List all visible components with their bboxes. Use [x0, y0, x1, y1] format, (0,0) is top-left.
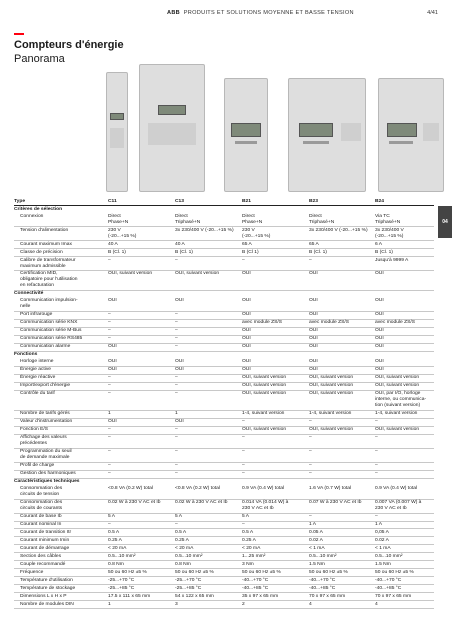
table-cell: 0.5...10 mm²	[309, 553, 375, 561]
table-cell: –	[108, 256, 175, 270]
table-cell: 4	[309, 601, 375, 609]
table-cell: < 1 mA	[309, 545, 375, 553]
table-cell: –	[175, 390, 242, 410]
row-label: Import/export d'énergie	[14, 382, 108, 390]
section-heading: Critères de sélection	[14, 206, 63, 212]
table-cell: <0.8 VA (0.2 W) total	[175, 486, 242, 499]
table-cell: 1 A	[375, 521, 434, 529]
table-cell: 50 ou 60 Hz ±5 %	[108, 569, 175, 577]
table-cell: OUI, suivant version	[242, 390, 309, 410]
table-cell: 1	[175, 410, 242, 418]
row-label: Nombre de modules DIN	[14, 601, 108, 609]
table-row	[14, 593, 434, 601]
table-cell: OUI	[375, 270, 434, 290]
table-cell: OUI, suivant version	[242, 382, 309, 390]
table-cell: -40...+70 °C	[375, 577, 434, 585]
table-row	[14, 545, 434, 553]
table-cell: –	[375, 448, 434, 462]
table-cell: -40...+85 °C	[375, 585, 434, 593]
table-cell: 65 A	[309, 240, 375, 248]
table-cell: –	[309, 256, 375, 270]
table-cell: -40...+85 °C	[242, 585, 309, 593]
table-cell: 50 ou 60 Hz ±5 %	[242, 569, 309, 577]
table-cell: 0.5...10 mm²	[375, 553, 434, 561]
table-cell: 3x 230/400 V (-20...+15 %)	[309, 226, 375, 240]
row-label: Énergie réactive	[14, 374, 108, 382]
table-cell: –	[108, 311, 175, 319]
section-heading-row	[14, 478, 434, 485]
table-cell: –	[108, 448, 175, 462]
table-cell: 1.5 Nm	[375, 561, 434, 569]
table-cell: < 20 mA	[108, 545, 175, 553]
table-cell: 40 A	[108, 240, 175, 248]
table-cell: 6 A	[375, 240, 434, 248]
table-row	[14, 298, 434, 311]
row-label: Communication série RS485	[14, 335, 108, 343]
table-cell: 3x 230/400 V (-20...+15 %)	[175, 226, 242, 240]
table-cell: –	[175, 426, 242, 434]
table-cell: -25...+85 °C	[175, 585, 242, 593]
table-cell: 0.25 A	[108, 537, 175, 545]
column-header: B21	[242, 198, 309, 205]
row-label: Profil de charge	[14, 462, 108, 470]
table-cell: 0.9 VA (0.4 W) total	[375, 486, 434, 499]
row-label: Horloge interne	[14, 359, 108, 366]
table-cell: 230 V (-20...+15 %)	[242, 226, 309, 240]
table-cell: 1...25 mm²	[242, 553, 309, 561]
row-label: Affichage des valeurs précédentes	[14, 434, 108, 448]
table-row	[14, 470, 434, 478]
row-label: Courant de transition Itr	[14, 529, 108, 537]
table-row	[14, 569, 434, 577]
row-label: Courant nominal In	[14, 521, 108, 529]
table-cell: 1 A	[309, 521, 375, 529]
table-cell: 0.5 A	[175, 529, 242, 537]
table-cell: 3	[175, 601, 242, 609]
row-label: Consommation des circuits de tension	[14, 486, 108, 499]
row-label: Dimensions L x H x P	[14, 593, 108, 601]
table-row	[14, 601, 434, 609]
table-cell: OUI, suivant version	[242, 426, 309, 434]
table-cell: -40...+70 °C	[242, 577, 309, 585]
table-cell: –	[242, 470, 309, 478]
table-cell: OUI, suivant version	[375, 426, 434, 434]
table-cell: –	[309, 448, 375, 462]
table-cell: –	[242, 462, 309, 470]
row-label: Communication alarme	[14, 343, 108, 351]
table-cell: –	[108, 521, 175, 529]
table-cell: –	[108, 434, 175, 448]
table-cell: < 20 mA	[175, 545, 242, 553]
table-cell: –	[309, 513, 375, 521]
table-cell: OUI	[375, 327, 434, 335]
table-cell: 0.9 VA (0.4 W) total	[242, 486, 309, 499]
table-cell: 5 A	[242, 513, 309, 521]
table-cell: –	[108, 319, 175, 327]
column-header: B23	[309, 198, 375, 205]
row-label: Fonction E/S	[14, 426, 108, 434]
row-label: Tension d'alimentation	[14, 226, 108, 240]
table-cell: –	[108, 382, 175, 390]
table-cell: –	[175, 311, 242, 319]
table-cell: 0.05 A	[309, 529, 375, 537]
table-cell: 70 x 97 x 65 mm	[375, 593, 434, 601]
table-row	[14, 343, 434, 351]
table-row	[14, 577, 434, 585]
table-cell: OUI	[242, 359, 309, 366]
row-label: Courant maximum Imax	[14, 240, 108, 248]
table-cell: Via TC Triphasé+N	[375, 213, 434, 226]
table-cell: OUI	[375, 298, 434, 311]
table-cell: –	[309, 418, 375, 426]
table-cell: 50 ou 60 Hz ±5 %	[175, 569, 242, 577]
table-cell: 0.5 A	[242, 529, 309, 537]
table-cell: 0.014 VA (0.014 W) à 230 V AC et Ib	[242, 499, 309, 513]
table-cell: 1-4, suivant version	[309, 410, 375, 418]
row-label: Courant de base Ib	[14, 513, 108, 521]
header-text	[167, 10, 354, 16]
table-cell: 0.02 A	[309, 537, 375, 545]
table-row	[14, 359, 434, 366]
table-cell: –	[375, 418, 434, 426]
table-cell: –	[175, 256, 242, 270]
table-cell: OUI	[309, 327, 375, 335]
table-cell: 0.25 A	[242, 537, 309, 545]
table-row	[14, 335, 434, 343]
table-cell: 35 x 97 x 65 mm	[242, 593, 309, 601]
table-cell: OUI	[309, 298, 375, 311]
meter-c13-image	[139, 64, 205, 192]
row-label: Section des câbles	[14, 553, 108, 561]
table-cell: Direct Triphasé+N	[175, 213, 242, 226]
table-cell: OUI, suivant version	[242, 374, 309, 382]
table-cell: OUI	[175, 366, 242, 374]
table-row	[14, 256, 434, 270]
table-cell: OUI	[242, 311, 309, 319]
table-cell: –	[309, 462, 375, 470]
table-row	[14, 521, 434, 529]
column-header: C11	[108, 198, 175, 205]
row-label: Gestion des harmoniques	[14, 470, 108, 478]
table-cell: Jusqu'à 9999 A	[375, 256, 434, 270]
row-label: Certification MID, obligatoire pour l'utilisation en refacturation	[14, 270, 108, 290]
table-header	[14, 198, 434, 205]
table-cell: –	[375, 470, 434, 478]
table-cell: 70 x 97 x 65 mm	[309, 593, 375, 601]
meter-c11-image	[106, 72, 128, 192]
table-cell: –	[375, 434, 434, 448]
row-label: Communication série M-Bus	[14, 327, 108, 335]
table-cell: < 20 mA	[242, 545, 309, 553]
table-cell: –	[242, 256, 309, 270]
table-cell: OUI	[242, 366, 309, 374]
table-row	[14, 499, 434, 513]
column-header: Type	[14, 198, 108, 205]
header-title: PRODUITS ET SOLUTIONS MOYENNE ET BASSE TENSION	[183, 10, 354, 16]
table-cell: OUI, suivant version	[309, 390, 375, 410]
table-cell: 0.02 A	[375, 537, 434, 545]
table-cell: –	[175, 374, 242, 382]
table-cell: 5 A	[108, 513, 175, 521]
table-row	[14, 529, 434, 537]
table-cell: -40...+85 °C	[309, 585, 375, 593]
table-cell: avec module ZS/S	[242, 319, 309, 327]
table-cell: –	[108, 470, 175, 478]
table-cell: avec module ZS/S	[309, 319, 375, 327]
table-cell: -25...+85 °C	[108, 585, 175, 593]
table-cell: OUI	[108, 418, 175, 426]
product-photos	[106, 64, 446, 194]
section-heading: Caractéristiques techniques	[14, 479, 80, 485]
meter-b23-image	[288, 78, 366, 192]
table-cell: 5 A	[175, 513, 242, 521]
table-cell: -25...+70 °C	[108, 577, 175, 585]
section-heading: Connectivité	[14, 291, 44, 297]
table-cell: avec module ZS/S	[375, 319, 434, 327]
page-subtitle: Panorama	[14, 53, 65, 65]
row-label: Fréquence	[14, 569, 108, 577]
table-cell: –	[175, 434, 242, 448]
table-cell: 1-4, suivant version	[375, 410, 434, 418]
table-cell: 1-4, suivant version	[242, 410, 309, 418]
table-cell: 0.02 W à 230 V AC et Ib	[175, 499, 242, 513]
table-cell: OUI	[175, 418, 242, 426]
table-cell: –	[242, 418, 309, 426]
table-cell: 3 Nm	[242, 561, 309, 569]
table-row	[14, 270, 434, 290]
table-row	[14, 374, 434, 382]
row-label: Température de stockage	[14, 585, 108, 593]
table-row	[14, 226, 434, 240]
row-label: Valeur d'instrumentation	[14, 418, 108, 426]
brand-name: ABB	[167, 10, 181, 16]
row-label: Couple recommandé	[14, 561, 108, 569]
table-cell: OUI	[309, 335, 375, 343]
table-row	[14, 319, 434, 327]
row-label: Classe de précision	[14, 248, 108, 256]
table-cell: OUI, suivant version	[108, 270, 175, 290]
meter-b21-image	[224, 78, 268, 192]
table-cell: –	[309, 470, 375, 478]
table-cell: –	[108, 462, 175, 470]
table-body	[14, 205, 434, 608]
table-cell: OUI	[108, 366, 175, 374]
table-cell: OUI, suivant version	[309, 374, 375, 382]
page-number: 4/41	[427, 10, 438, 16]
table-cell: OUI, suivant version	[309, 426, 375, 434]
table-cell: 230 V (-20...+15 %)	[108, 226, 175, 240]
table-row	[14, 537, 434, 545]
accent-bar	[14, 33, 24, 35]
row-label: Nombre de tarifs gérés	[14, 410, 108, 418]
table-cell: 0,05 A	[375, 529, 434, 537]
table-row	[14, 561, 434, 569]
table-cell: B (Cl 1)	[242, 248, 309, 256]
table-cell: OUI	[375, 366, 434, 374]
page-header	[0, 10, 452, 20]
table-cell: B (Cl. 1)	[375, 248, 434, 256]
table-row	[14, 382, 434, 390]
table-cell: OUI	[309, 311, 375, 319]
table-cell: –	[242, 434, 309, 448]
table-cell: –	[175, 319, 242, 327]
table-row	[14, 426, 434, 434]
table-cell: 1	[108, 601, 175, 609]
meter-b24-image	[378, 78, 444, 192]
table-cell: OUI, suivant version	[175, 270, 242, 290]
table-row	[14, 486, 434, 499]
table-cell: OUI, suivant version	[375, 382, 434, 390]
table-cell: OUI	[242, 327, 309, 335]
row-label: Consommation des circuits de courants	[14, 499, 108, 513]
table-cell: Direct Phase+N	[108, 213, 175, 226]
table-cell: –	[175, 382, 242, 390]
table-cell: –	[242, 521, 309, 529]
table-cell: OUI	[309, 270, 375, 290]
table-cell: –	[309, 434, 375, 448]
table-cell: OUI, suivant version	[375, 374, 434, 382]
table-cell: –	[108, 426, 175, 434]
table-row	[14, 585, 434, 593]
table-row	[14, 410, 434, 418]
row-label: Connexion	[14, 213, 108, 226]
table-cell: OUI	[108, 343, 175, 351]
table-cell: 54 x 122 x 65 mm	[175, 593, 242, 601]
table-cell: –	[108, 390, 175, 410]
table-cell: 2	[242, 601, 309, 609]
table-cell: OUI, par I/O, horloge interne, ou communica- tion (suivant version)	[375, 390, 434, 410]
comparison-table	[14, 198, 434, 609]
table-cell: OUI	[175, 298, 242, 311]
row-label: Courant de démarrage	[14, 545, 108, 553]
table-cell: 0.02 W à 230 V AC et Ib	[108, 499, 175, 513]
table-cell: OUI	[375, 311, 434, 319]
table-cell: 4	[375, 601, 434, 609]
row-label: Courant minimum Imin	[14, 537, 108, 545]
table-cell: Direct Triphasé+N	[309, 213, 375, 226]
row-label: Énergie active	[14, 366, 108, 374]
section-heading-row	[14, 290, 434, 297]
table-cell: 65 A	[242, 240, 309, 248]
table-row	[14, 513, 434, 521]
section-heading-row	[14, 351, 434, 358]
table-cell: –	[108, 327, 175, 335]
table-cell: Direct Phase+N	[242, 213, 309, 226]
table-cell: OUI	[108, 359, 175, 366]
table-cell: OUI	[242, 270, 309, 290]
table-cell: –	[375, 513, 434, 521]
table-cell: –	[175, 335, 242, 343]
table-cell: OUI	[375, 343, 434, 351]
row-label: Température d'utilisation	[14, 577, 108, 585]
table-row	[14, 448, 434, 462]
table-row	[14, 366, 434, 374]
table-cell: OUI	[108, 298, 175, 311]
table-cell: 1	[108, 410, 175, 418]
table-cell: OUI	[242, 298, 309, 311]
column-header: B24	[375, 198, 434, 205]
table-cell: 0.007 VA (0.007 W) à 230 V AC et Ib	[375, 499, 434, 513]
table-cell: OUI	[309, 359, 375, 366]
table-cell: –	[108, 374, 175, 382]
table-row	[14, 240, 434, 248]
row-label: Port infrarouge	[14, 311, 108, 319]
table-cell: OUI, suivant version	[309, 382, 375, 390]
table-cell: –	[175, 327, 242, 335]
table-cell: OUI	[242, 343, 309, 351]
table-cell: 17.5 x 111 x 65 mm	[108, 593, 175, 601]
table-cell: –	[375, 462, 434, 470]
section-tab: 04	[438, 206, 452, 238]
table-cell: 40 A	[175, 240, 242, 248]
table-cell: OUI	[375, 359, 434, 366]
table-cell: 0.5...10 mm²	[108, 553, 175, 561]
table-cell: –	[242, 448, 309, 462]
table-cell: 0.5 A	[108, 529, 175, 537]
table-cell: 0.07 W à 230 V AC et Ib	[309, 499, 375, 513]
table-cell: –	[175, 521, 242, 529]
table-cell: 3x 230/400 V (-20...+15 %)	[375, 226, 434, 240]
row-label: Communication série KNX	[14, 319, 108, 327]
table-cell: 50 ou 60 Hz ±5 %	[375, 569, 434, 577]
table-row	[14, 311, 434, 319]
section-heading: Fonctions	[14, 352, 38, 358]
page-title: Compteurs d'énergie	[14, 39, 124, 51]
table-row	[14, 434, 434, 448]
table-cell: B (Cl. 1)	[108, 248, 175, 256]
table-cell: 0.25 A	[175, 537, 242, 545]
table-cell: 50 ou 60 Hz ±5 %	[309, 569, 375, 577]
table-cell: OUI	[309, 343, 375, 351]
table-cell: OUI	[309, 366, 375, 374]
column-header: C13	[175, 198, 242, 205]
table-cell: –	[175, 470, 242, 478]
table-row	[14, 390, 434, 410]
table-cell: <0.8 VA (0.2 W) total	[108, 486, 175, 499]
table-cell: OUI	[242, 335, 309, 343]
table-row	[14, 418, 434, 426]
table-cell: -25...+70 °C	[175, 577, 242, 585]
table-cell: –	[175, 448, 242, 462]
table-cell: B (Cl. 1)	[175, 248, 242, 256]
table-cell: 0.8 Nm	[108, 561, 175, 569]
table-row	[14, 462, 434, 470]
table-cell: 0.8 Nm	[175, 561, 242, 569]
table-cell: 1.5 Nm	[309, 561, 375, 569]
table-cell: OUI	[175, 359, 242, 366]
table-row	[14, 327, 434, 335]
row-label: Programmation du seuil de demande maximale	[14, 448, 108, 462]
table-row	[14, 553, 434, 561]
table-cell: B (Cl. 1)	[309, 248, 375, 256]
table-cell: 1.6 VA (0.7 W) total	[309, 486, 375, 499]
table-cell: < 1 mA	[375, 545, 434, 553]
table-row	[14, 213, 434, 226]
row-label: Calibre de transformateur maximum admissible	[14, 256, 108, 270]
row-label: Communication impulsion- nelle	[14, 298, 108, 311]
row-label: Contrôle du tarif	[14, 390, 108, 410]
table-cell: –	[108, 335, 175, 343]
table-cell: –	[175, 343, 242, 351]
table-cell: OUI	[375, 335, 434, 343]
table-cell: 0.5...10 mm²	[175, 553, 242, 561]
table-cell: -40...+70 °C	[309, 577, 375, 585]
section-heading-row	[14, 205, 434, 212]
table-row	[14, 248, 434, 256]
table-cell: –	[175, 462, 242, 470]
